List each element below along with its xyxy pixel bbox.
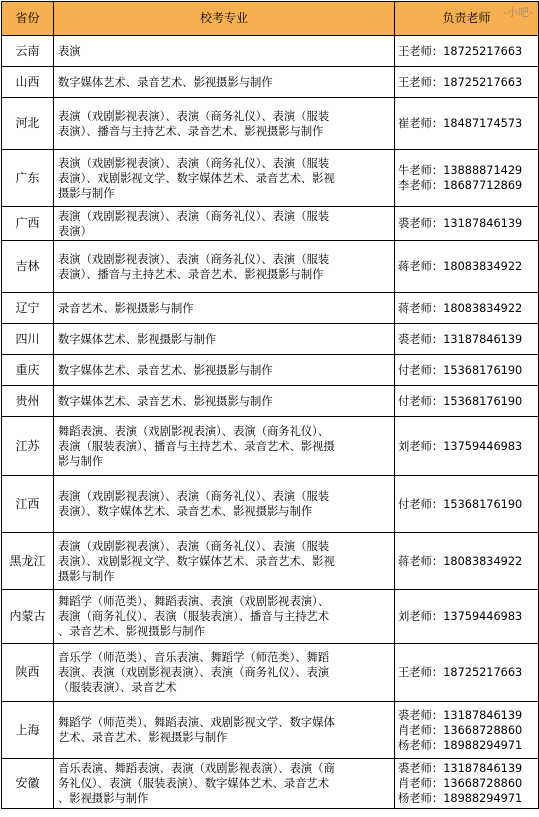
table-row — [2, 67, 539, 98]
province-cell: 辽宁 — [2, 293, 54, 324]
table-row — [2, 386, 539, 417]
major-line: 音乐表演、舞蹈表演、表演（戏剧影视表演）、表演（商 — [58, 762, 335, 775]
major-cell — [54, 36, 395, 67]
major-line: 务礼仪）、表演（服装表演）、数字媒体艺术、录音艺术 — [58, 777, 330, 790]
contact-line: 杨老师：18988294971 — [398, 738, 523, 752]
contact-cell — [395, 417, 539, 476]
contact-cell — [395, 67, 539, 98]
contact-cell — [395, 324, 539, 355]
major-line: 舞蹈表演、表演（戏剧影视表演）、表演（商务礼仪）、 — [58, 424, 330, 438]
table-row — [2, 476, 539, 533]
contact-cell — [395, 386, 539, 417]
contact-line: 蒋老师：18083834922 — [398, 301, 523, 315]
contact-cell — [395, 533, 539, 590]
contact-line: 王老师：18725217663 — [398, 75, 523, 89]
contact-cell — [395, 702, 539, 759]
contact-cell — [395, 98, 539, 150]
major-cell — [54, 702, 395, 759]
major-cell — [54, 355, 395, 386]
major-line: 、录音艺术、影视摄影与制作 — [58, 625, 205, 638]
province-cell: 江西 — [2, 476, 54, 533]
province-cell: 黑龙江 — [2, 533, 54, 590]
major-cell — [54, 67, 395, 98]
province-cell: 广西 — [2, 207, 54, 241]
table-row — [2, 702, 539, 759]
watermark: -小吧- — [503, 6, 533, 19]
contact-cell — [395, 207, 539, 241]
contact-cell — [395, 150, 539, 207]
contact-cell — [395, 241, 539, 293]
province-cell: 安徽 — [2, 759, 54, 809]
province-cell: 云南 — [2, 36, 54, 67]
major-line: 表演（戏剧影视表演）、表演（商务礼仪）、表演（服装 — [58, 252, 330, 266]
major-line: 表演） — [58, 224, 92, 238]
contact-line: 牛老师：13888871429 — [398, 164, 523, 177]
major-line: 表演）、播音与主持艺术、录音艺术、影视摄影与制作 — [58, 124, 324, 138]
major-cell — [54, 417, 395, 476]
major-line: 表演）、数字媒体艺术、录音艺术、影视摄影与制作 — [58, 505, 313, 518]
contact-line: 肖老师：13668728860 — [398, 777, 523, 790]
table-row — [2, 759, 539, 809]
table-row — [2, 293, 539, 324]
province-cell: 上海 — [2, 702, 54, 759]
major-contact-table — [1, 1, 539, 809]
contact-line: 刘老师：13759446983 — [398, 610, 523, 623]
province-cell: 广东 — [2, 150, 54, 207]
contact-line: 裘老师：13187846139 — [398, 332, 523, 346]
major-cell — [54, 207, 395, 241]
major-cell — [54, 759, 395, 809]
major-line: 表演（商务礼仪）、表演（服装表演）、播音与主持艺术 — [58, 610, 330, 623]
province-cell: 重庆 — [2, 355, 54, 386]
major-line: 表演）、播音与主持艺术、录音艺术、影视摄影与制作 — [58, 267, 324, 281]
major-line: 表演（服装表演）、播音与主持艺术、录音艺术、影视摄 — [58, 439, 335, 453]
contact-line: 崔老师：18487174573 — [398, 117, 523, 130]
major-line: 、影视摄影与制作 — [58, 792, 149, 805]
major-line: 舞蹈学（师范类）、舞蹈表演、表演（戏剧影视表演）、 — [58, 595, 330, 608]
province-cell: 贵州 — [2, 386, 54, 417]
major-line: 表演、表演（戏剧影视表演）、表演（商务礼仪）、表演 — [58, 666, 330, 679]
province-cell: 山西 — [2, 67, 54, 98]
contact-cell — [395, 476, 539, 533]
major-line: 数字媒体艺术、影视摄影与制作 — [58, 332, 217, 346]
major-cell — [54, 386, 395, 417]
contact-line: 刘老师：13759446983 — [398, 439, 523, 453]
table-row — [2, 324, 539, 355]
contact-line: 裘老师：13187846139 — [398, 762, 523, 775]
major-line: 摄影与制作 — [58, 569, 115, 583]
province-cell: 江苏 — [2, 417, 54, 476]
major-cell — [54, 590, 395, 644]
major-line: 录音艺术、影视摄影与制作 — [58, 301, 194, 315]
major-cell — [54, 293, 395, 324]
major-line: 数字媒体艺术、录音艺术、影视摄影与制作 — [58, 75, 273, 89]
major-line: 舞蹈学（师范类）、舞蹈表演、戏剧影视文学、数字媒体 — [58, 716, 335, 729]
table-row — [2, 36, 539, 67]
table-row — [2, 644, 539, 702]
contact-line: 付老师：15368176190 — [398, 363, 523, 377]
major-cell — [54, 98, 395, 150]
contact-line: 付老师：15368176190 — [398, 497, 523, 511]
table-row — [2, 207, 539, 241]
major-line: 数字媒体艺术、录音艺术、影视摄影与制作 — [58, 363, 273, 377]
contact-line: 蒋老师：18083834922 — [398, 554, 523, 568]
table-row — [2, 355, 539, 386]
contact-line: 王老师：18725217663 — [398, 666, 523, 679]
contact-cell — [395, 36, 539, 67]
contact-cell — [395, 355, 539, 386]
major-line: 数字媒体艺术、录音艺术、影视摄影与制作 — [58, 394, 273, 408]
major-line: 表演）、戏剧影视文学、数字媒体艺术、录音艺术、影视 — [58, 554, 335, 568]
contact-line: 蒋老师：18083834922 — [398, 260, 523, 273]
table-row — [2, 417, 539, 476]
contact-cell — [395, 759, 539, 809]
contact-cell — [395, 644, 539, 702]
table-row — [2, 150, 539, 207]
contact-cell — [395, 293, 539, 324]
table-row — [2, 533, 539, 590]
header-province: 省份 — [2, 2, 54, 36]
province-cell: 四川 — [2, 324, 54, 355]
major-line: 摄影与制作 — [58, 186, 115, 200]
major-line: 表演 — [58, 44, 81, 58]
table-row — [2, 241, 539, 293]
contact-line: 李老师：18687712869 — [398, 179, 523, 192]
major-line: 音乐学（师范类）、音乐表演、舞蹈学（师范类）、舞蹈 — [58, 651, 330, 664]
header-major: 校考专业 — [54, 2, 395, 36]
major-line: （服装表演）、录音艺术 — [58, 681, 177, 694]
major-cell — [54, 476, 395, 533]
contact-line: 付老师：15368176190 — [398, 394, 523, 408]
province-cell: 河北 — [2, 98, 54, 150]
major-cell — [54, 644, 395, 702]
table-body — [2, 36, 539, 809]
major-line: 表演（戏剧影视表演）、表演（商务礼仪）、表演（服装 — [58, 156, 330, 170]
major-cell — [54, 533, 395, 590]
province-cell: 吉林 — [2, 241, 54, 293]
table-row — [2, 98, 539, 150]
major-line: 表演（戏剧影视表演）、表演（商务礼仪）、表演（服装 — [58, 209, 330, 223]
major-line: 表演（戏剧影视表演）、表演（商务礼仪）、表演（服装 — [58, 539, 330, 553]
province-cell: 陕西 — [2, 644, 54, 702]
major-cell — [54, 324, 395, 355]
table-row — [2, 590, 539, 644]
contact-line: 肖老师：13668728860 — [398, 723, 523, 737]
major-cell — [54, 150, 395, 207]
contact-line: 王老师：18725217663 — [398, 44, 523, 58]
major-line: 表演（戏剧影视表演）、表演（商务礼仪）、表演（服装 — [58, 109, 330, 123]
province-cell: 内蒙古 — [2, 590, 54, 644]
major-cell — [54, 241, 395, 293]
major-line: 表演）、戏剧影视文学、数字媒体艺术、录音艺术、影视 — [58, 171, 335, 185]
contact-line: 裘老师：13187846139 — [398, 708, 523, 722]
major-line: 表演（戏剧影视表演）、表演（商务礼仪）、表演（服装 — [58, 490, 330, 503]
contact-line: 裘老师：13187846139 — [398, 217, 523, 230]
major-line: 艺术、录音艺术、影视摄影与制作 — [58, 731, 228, 744]
contact-line: 杨老师：18988294971 — [398, 792, 523, 805]
major-line: 影与制作 — [58, 454, 104, 468]
contact-cell — [395, 590, 539, 644]
table-header-row — [2, 2, 539, 36]
header-contact: 负责老师 — [395, 2, 539, 36]
